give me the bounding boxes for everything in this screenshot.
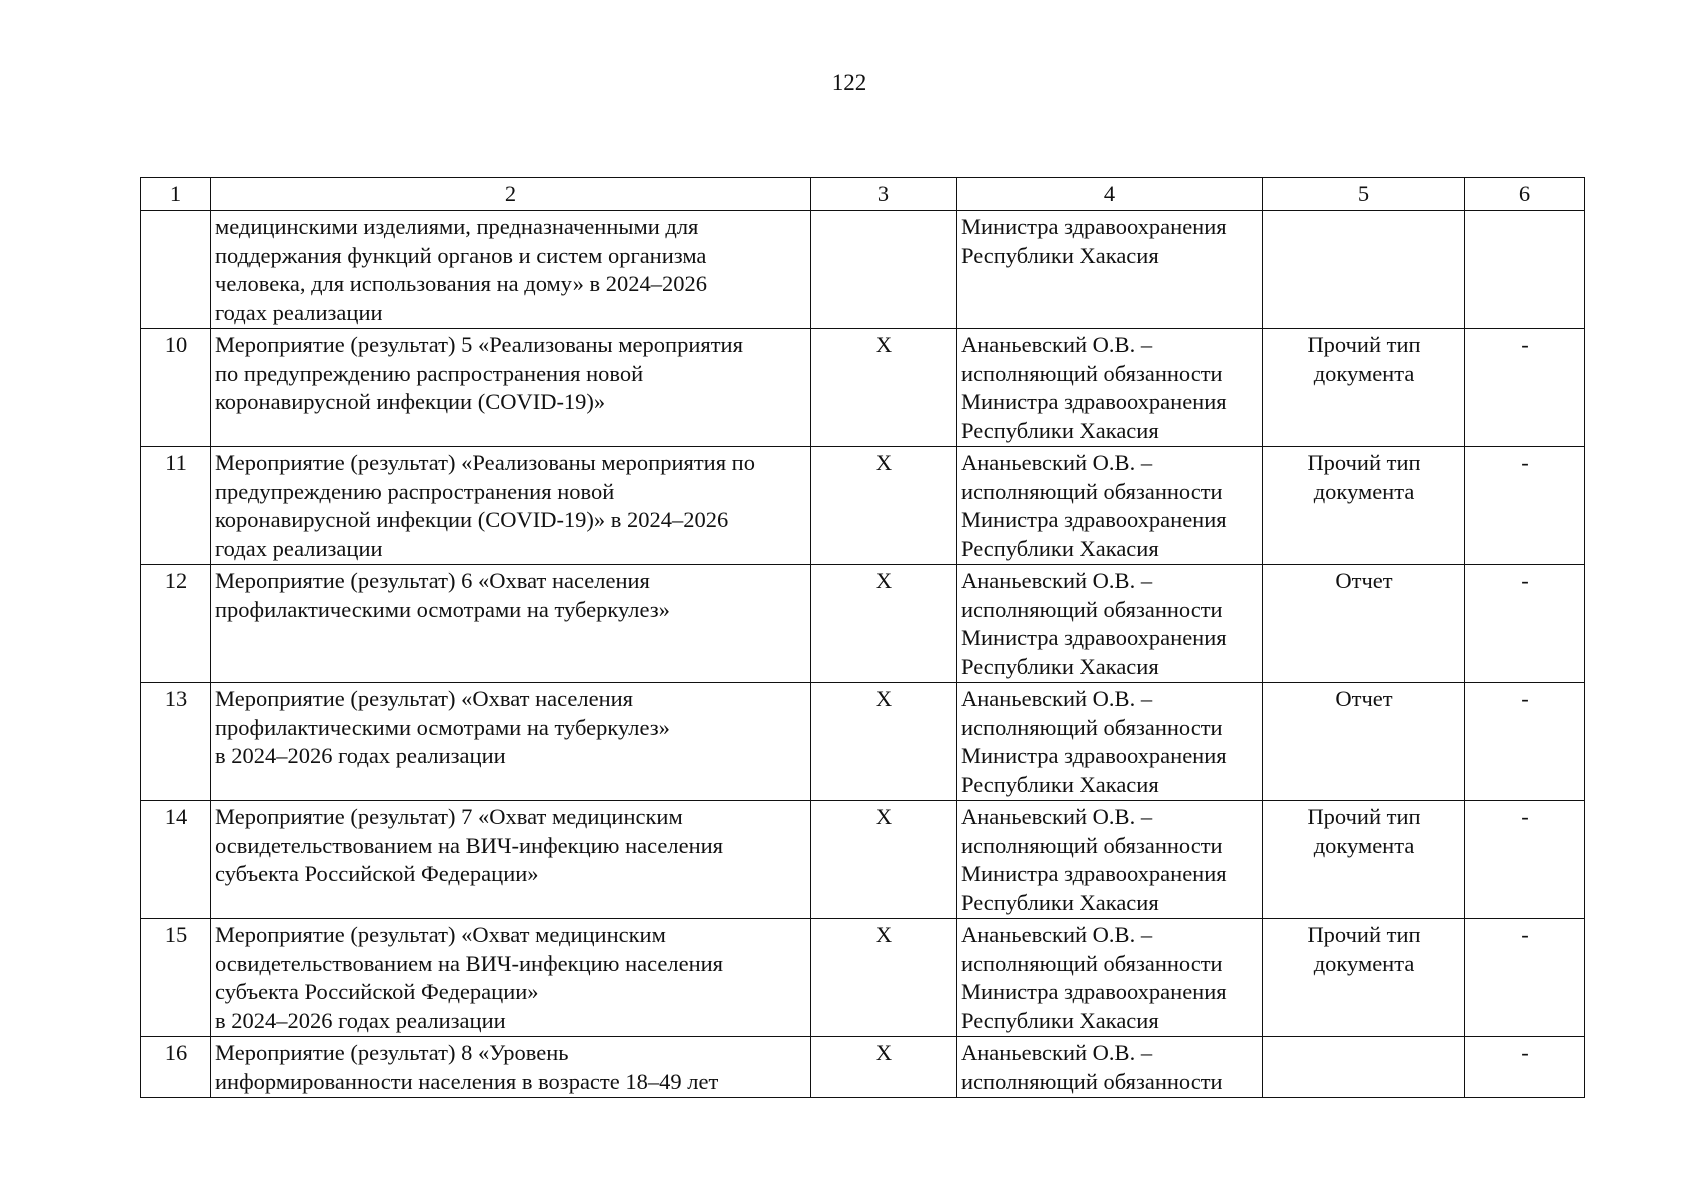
measure-description-line: в 2024–2026 годах реализации — [215, 1007, 506, 1033]
column-header: 6 — [1465, 178, 1585, 211]
document-type-line: документа — [1313, 950, 1415, 976]
responsible-person — [957, 565, 1263, 683]
measure-description — [211, 1037, 811, 1098]
measure-description-line: человека, для использования на дому» в 2024–2026 — [215, 271, 707, 296]
responsible-person-line: исполняющий обязанности — [961, 1068, 1223, 1094]
table-row — [141, 565, 1585, 683]
responsible-person-line: Министра здравоохранения — [961, 861, 1227, 886]
mark-cell: X — [811, 329, 957, 447]
measure-description-line: субъекта Российской Федерации» — [215, 861, 539, 886]
responsible-person-line: исполняющий обязанности — [961, 950, 1223, 976]
responsible-person-line: Ананьевский О.В. – — [961, 568, 1153, 593]
measure-description-line: по предупреждению распространения новой — [215, 360, 644, 386]
document-type — [1263, 211, 1465, 329]
column-header: 2 — [211, 178, 811, 211]
column-header: 5 — [1263, 178, 1465, 211]
responsible-person-line: Ананьевский О.В. – — [961, 804, 1153, 829]
extra-cell: - — [1465, 919, 1585, 1037]
document-type — [1263, 683, 1465, 801]
measure-description — [211, 447, 811, 565]
document-type-line: Прочий тип — [1307, 450, 1421, 475]
document-type — [1263, 329, 1465, 447]
responsible-person-line: Министра здравоохранения — [961, 389, 1227, 414]
measure-description — [211, 919, 811, 1037]
measure-description-line: Мероприятие (результат) «Охват медицинским — [215, 922, 666, 947]
page-number: 122 — [831, 70, 867, 95]
mark-cell: X — [811, 447, 957, 565]
responsible-person — [957, 683, 1263, 801]
row-number: 14 — [141, 801, 211, 919]
responsible-person-line: Министра здравоохранения — [961, 743, 1227, 768]
responsible-person-line: Министра здравоохранения — [961, 507, 1227, 532]
document-type — [1263, 1037, 1465, 1098]
measures-table — [140, 177, 1585, 1098]
document-type-line: документа — [1313, 360, 1415, 386]
responsible-person — [957, 447, 1263, 565]
mark-cell: X — [811, 801, 957, 919]
mark-cell: X — [811, 1037, 957, 1098]
responsible-person — [957, 919, 1263, 1037]
responsible-person-line: Республики Хакасия — [961, 889, 1159, 915]
document-type-line: Прочий тип — [1307, 922, 1421, 947]
mark-cell — [811, 211, 957, 329]
measure-description-line: медицинскими изделиями, предназначенными для — [215, 214, 699, 239]
extra-cell: - — [1465, 565, 1585, 683]
document-type — [1263, 565, 1465, 683]
mark-cell: X — [811, 565, 957, 683]
document-type — [1263, 919, 1465, 1037]
extra-cell: - — [1465, 1037, 1585, 1098]
table-row — [141, 329, 1585, 447]
measure-description-line: Мероприятие (результат) 8 «Уровень — [215, 1040, 569, 1065]
measure-description — [211, 801, 811, 919]
measure-description — [211, 329, 811, 447]
column-header: 3 — [811, 178, 957, 211]
measure-description-line: информированности населения в возрасте 18–49 лет — [215, 1068, 719, 1094]
responsible-person-line: исполняющий обязанности — [961, 832, 1223, 858]
column-header: 1 — [141, 178, 211, 211]
row-number — [141, 211, 211, 329]
document-type-line: документа — [1313, 832, 1415, 858]
measure-description-line: предупреждению распространения новой — [215, 478, 615, 504]
measure-description-line: профилактическими осмотрами на туберкулез» — [215, 596, 670, 622]
measure-description-line: профилактическими осмотрами на туберкулез» — [215, 714, 670, 740]
responsible-person-line: Республики Хакасия — [961, 535, 1159, 561]
measure-description-line: субъекта Российской Федерации» — [215, 979, 539, 1004]
responsible-person-line: Республики Хакасия — [961, 417, 1159, 443]
table-row — [141, 1037, 1585, 1098]
table-row — [141, 683, 1585, 801]
row-number: 12 — [141, 565, 211, 683]
row-number: 10 — [141, 329, 211, 447]
responsible-person-line: исполняющий обязанности — [961, 360, 1223, 386]
measure-description-line: в 2024–2026 годах реализации — [215, 743, 506, 768]
measure-description-line: освидетельствованием на ВИЧ-инфекцию населения — [215, 950, 724, 976]
responsible-person-line: Ананьевский О.В. – — [961, 922, 1153, 947]
document-type-line: документа — [1313, 478, 1415, 504]
responsible-person — [957, 801, 1263, 919]
measure-description-line: Мероприятие (результат) 6 «Охват населения — [215, 568, 650, 593]
row-number: 15 — [141, 919, 211, 1037]
responsible-person-line: Республики Хакасия — [961, 242, 1159, 268]
table-row — [141, 801, 1585, 919]
responsible-person-line: исполняющий обязанности — [961, 596, 1223, 622]
extra-cell: - — [1465, 447, 1585, 565]
responsible-person-line: Республики Хакасия — [961, 1007, 1159, 1033]
measure-description-line: Мероприятие (результат) «Охват населения — [215, 686, 633, 711]
measure-description — [211, 565, 811, 683]
responsible-person-line: Ананьевский О.В. – — [961, 332, 1153, 357]
mark-cell: X — [811, 919, 957, 1037]
extra-cell: - — [1465, 801, 1585, 919]
table-row — [141, 919, 1585, 1037]
responsible-person-line: Ананьевский О.В. – — [961, 450, 1153, 475]
document-type-line: Отчет — [1335, 686, 1393, 711]
row-number: 11 — [141, 447, 211, 565]
column-header: 4 — [957, 178, 1263, 211]
document-type — [1263, 801, 1465, 919]
extra-cell: - — [1465, 683, 1585, 801]
responsible-person — [957, 211, 1263, 329]
responsible-person-line: Министра здравоохранения — [961, 625, 1227, 650]
document-type-line: Прочий тип — [1307, 804, 1421, 829]
responsible-person — [957, 329, 1263, 447]
table-row — [141, 211, 1585, 329]
table-row — [141, 447, 1585, 565]
measure-description-line: годах реализации — [215, 299, 383, 325]
measure-description-line: Мероприятие (результат) 7 «Охват медицинским — [215, 804, 683, 829]
responsible-person-line: Ананьевский О.В. – — [961, 1040, 1153, 1065]
responsible-person-line: Ананьевский О.В. – — [961, 686, 1153, 711]
measure-description-line: поддержания функций органов и систем организма — [215, 242, 707, 268]
responsible-person-line: исполняющий обязанности — [961, 714, 1223, 740]
measure-description-line: коронавирусной инфекции (COVID-19)» в 2024–2026 — [215, 507, 729, 532]
header-row — [141, 178, 1585, 211]
measure-description-line: коронавирусной инфекции (COVID-19)» — [215, 389, 606, 414]
responsible-person-line: Министра здравоохранения — [961, 979, 1227, 1004]
document-type-line: Отчет — [1335, 568, 1393, 593]
measure-description-line: годах реализации — [215, 535, 383, 561]
responsible-person — [957, 1037, 1263, 1098]
document-type-line: Прочий тип — [1307, 332, 1421, 357]
measure-description-line: Мероприятие (результат) 5 «Реализованы мероприятия — [215, 332, 743, 357]
measure-description — [211, 683, 811, 801]
responsible-person-line: Республики Хакасия — [961, 653, 1159, 679]
extra-cell — [1465, 211, 1585, 329]
responsible-person-line: исполняющий обязанности — [961, 478, 1223, 504]
mark-cell: X — [811, 683, 957, 801]
row-number: 13 — [141, 683, 211, 801]
extra-cell: - — [1465, 329, 1585, 447]
row-number: 16 — [141, 1037, 211, 1098]
measure-description — [211, 211, 811, 329]
measure-description-line: освидетельствованием на ВИЧ-инфекцию населения — [215, 832, 724, 858]
responsible-person-line: Министра здравоохранения — [961, 214, 1227, 239]
document-type — [1263, 447, 1465, 565]
responsible-person-line: Республики Хакасия — [961, 771, 1159, 797]
measure-description-line: Мероприятие (результат) «Реализованы мероприятия по — [215, 450, 755, 475]
